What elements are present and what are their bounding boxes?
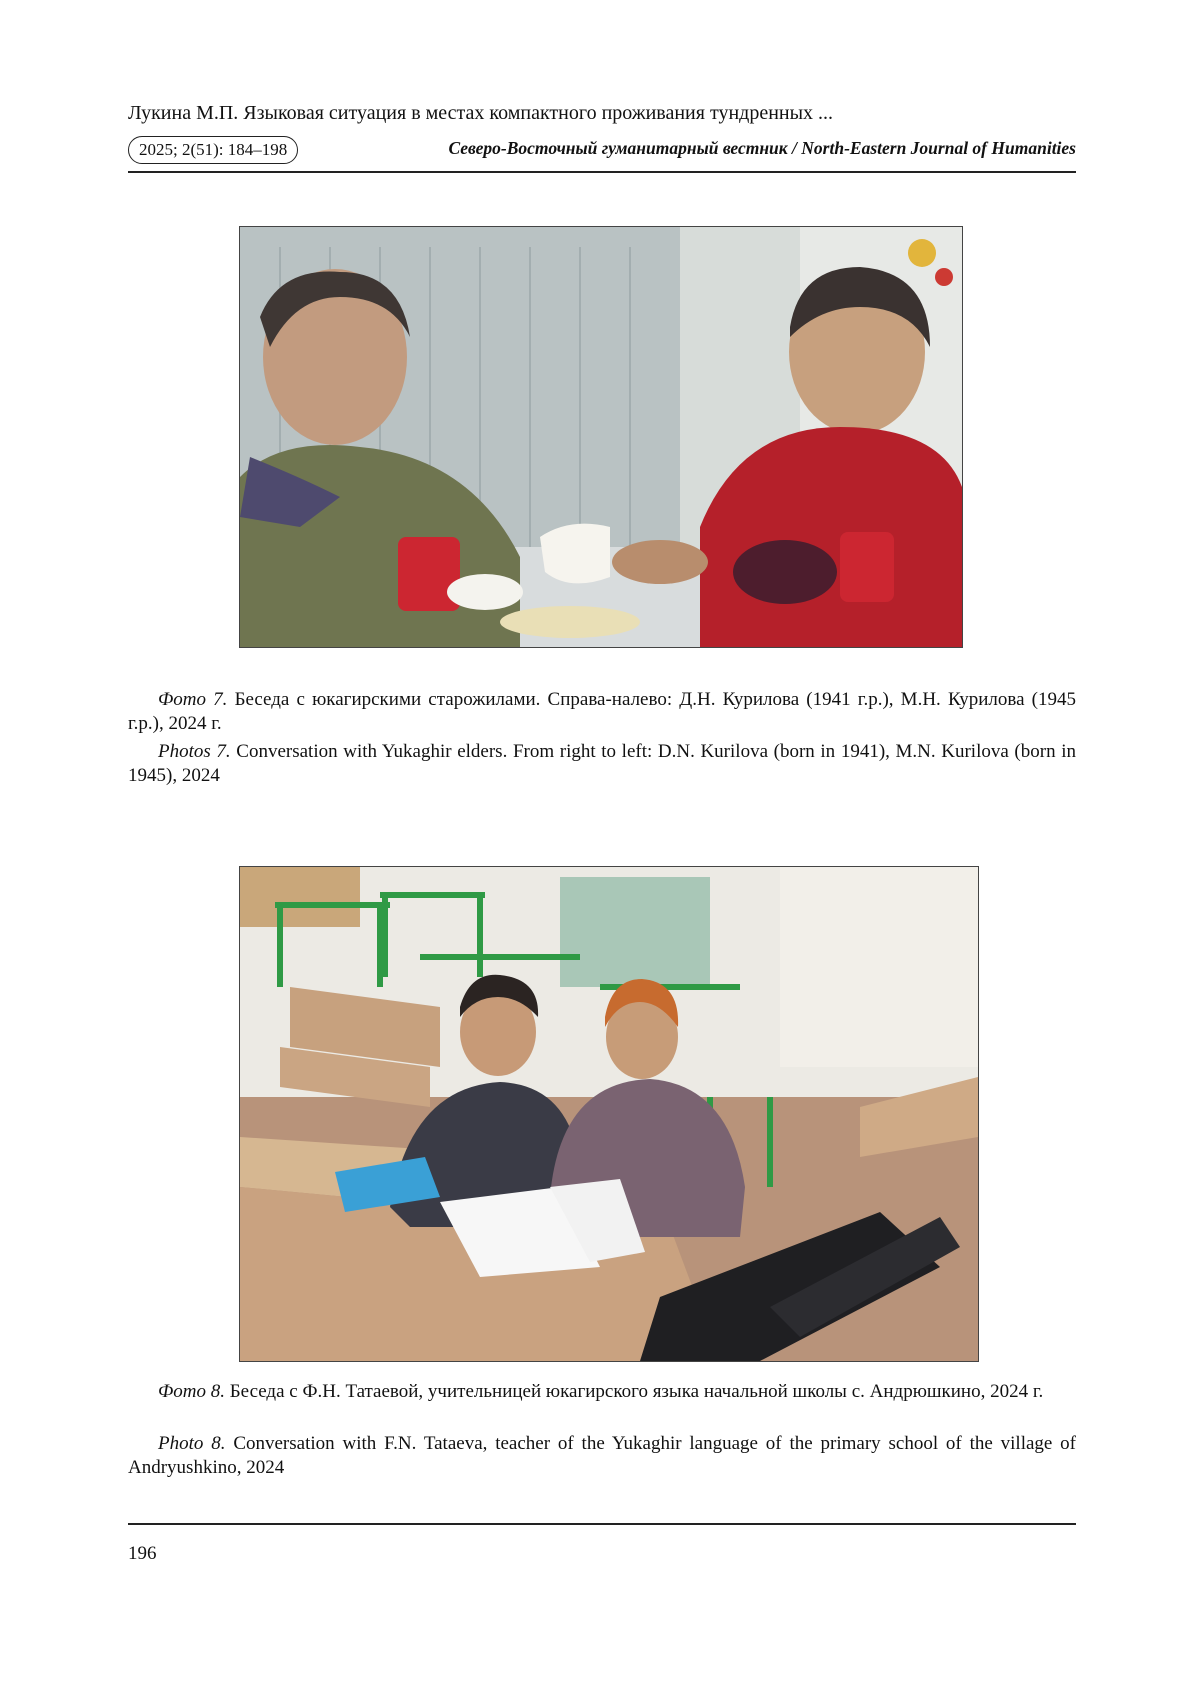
caption-label: Photo 8. [158,1433,226,1454]
photo-7 [239,226,963,648]
caption-photo-8-ru [128,1380,1076,1404]
issue-badge: 2025; 2(51): 184–198 [128,136,298,164]
caption-label: Photos 7. [158,741,231,762]
footer-rule [128,1523,1076,1525]
page-number: 196 [128,1543,157,1564]
photo-8-image [240,867,978,1361]
header-row [128,136,1076,164]
running-title: Лукина М.П. Языковая ситуация в местах компактного проживания тундренных ... [128,102,834,124]
caption-photo-7-en [128,740,1076,788]
caption-text: Беседа с Ф.Н. Татаевой, учительницей юкагирского языка начальной школы с. Андрюшкино, 2024 г. [225,1381,1044,1402]
photo-8 [239,866,979,1362]
header-rule [128,171,1076,173]
photo-7-image [240,227,962,647]
caption-label: Фото 8. [158,1381,226,1402]
journal-name: Северо-Восточный гуманитарный вестник / North-Eastern Journal of Humanities [448,138,1076,158]
caption-photo-7-ru [128,688,1076,736]
caption-text: Conversation with F.N. Tataeva, teacher of the Yukaghir language of the primary school of the village of Andryushkino, 2024 [128,1433,1077,1478]
caption-label: Фото 7. [158,689,228,710]
caption-text: Conversation with Yukaghir elders. From right to left: D.N. Kurilova (born in 1941), M.N. Kurilova (born in 1945), 2024 [128,741,1076,786]
caption-photo-8-en [128,1432,1076,1480]
caption-text: Беседа с юкагирскими старожилами. Справа-налево: Д.Н. Курилова (1941 г.р.), М.Н. Курилова (1945 г.р.), 2024 г. [128,689,1076,734]
